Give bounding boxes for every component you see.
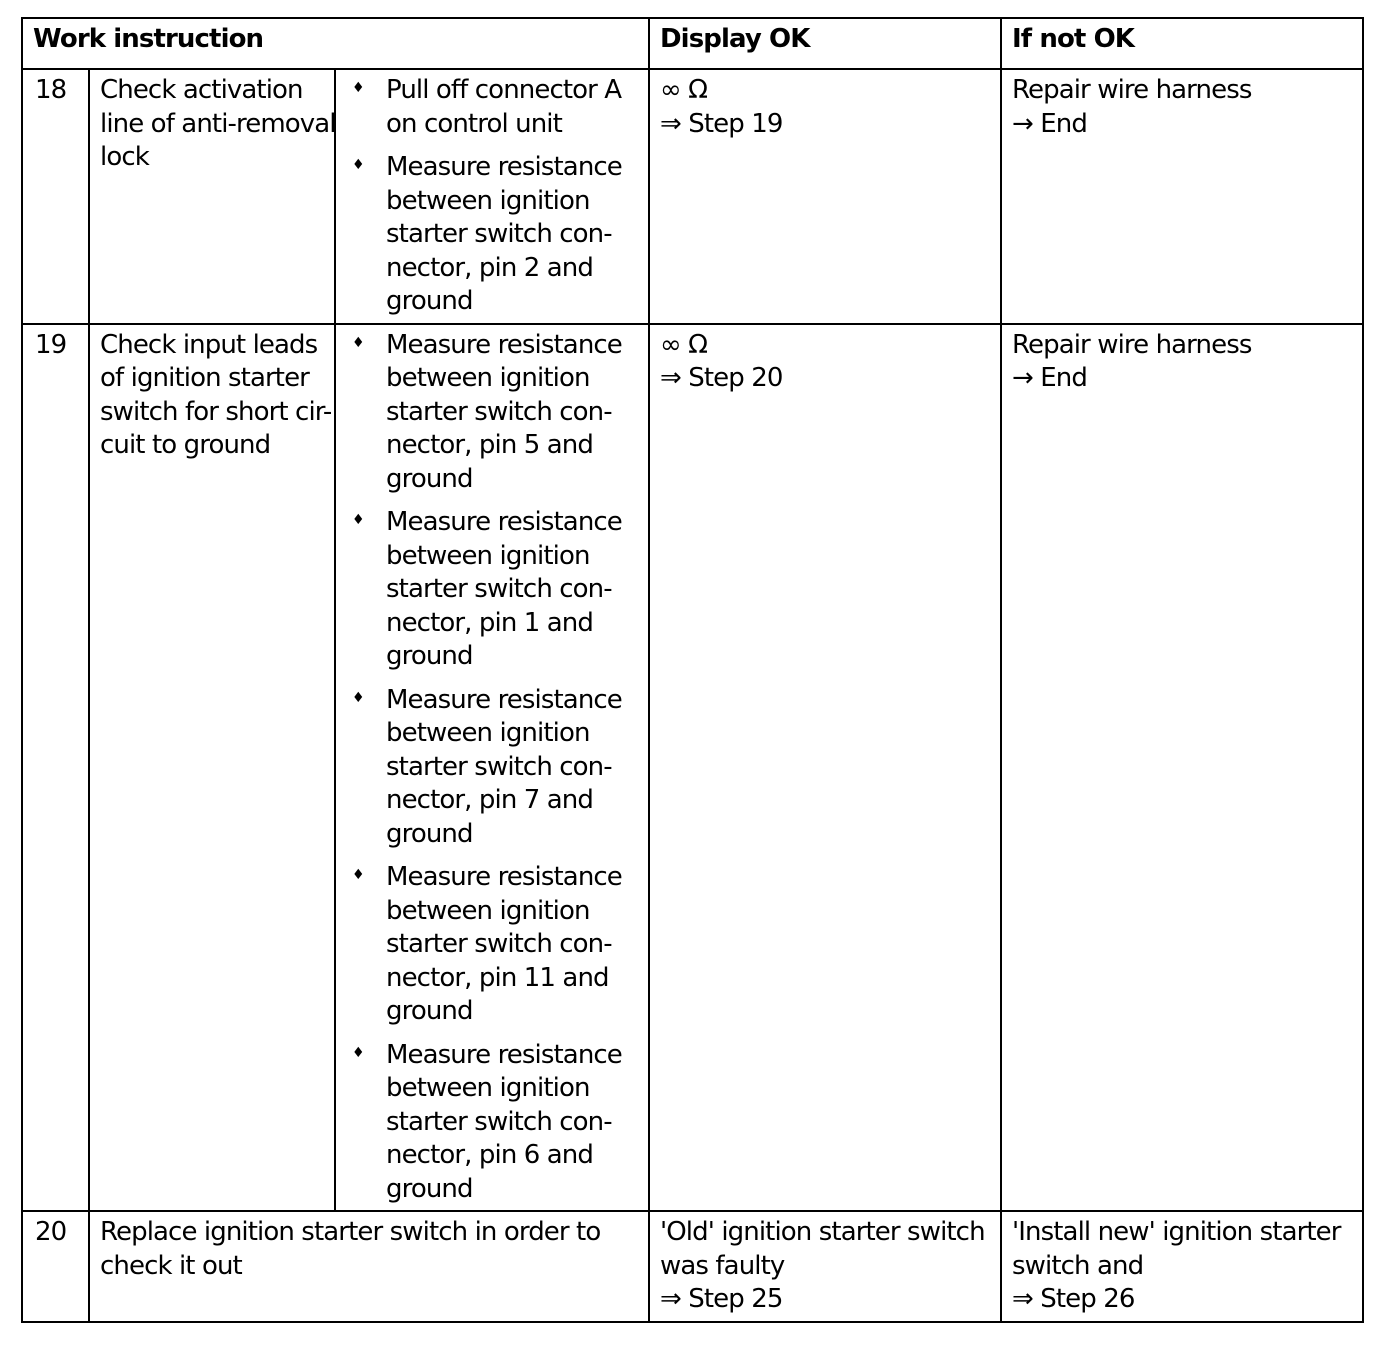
work-instruction-table — [21, 17, 1364, 1323]
table-row — [22, 1211, 1363, 1322]
step-number: 19 — [22, 324, 89, 1212]
header-if-not-ok: If not OK — [1001, 18, 1363, 69]
text-line: Measure resistance — [386, 329, 622, 360]
text-line: Replace ignition starter switch in order to — [100, 1217, 601, 1247]
table-row — [22, 324, 1363, 1212]
text-line: nector, pin 6 and — [386, 1140, 593, 1170]
text-line: between ignition — [386, 540, 590, 571]
step-number: 20 — [22, 1211, 89, 1322]
text-line: starter switch con- — [386, 929, 612, 959]
text-line: between ignition — [386, 185, 590, 216]
text-line: was faulty — [660, 1250, 785, 1281]
text-line: ground — [386, 463, 473, 494]
text-line: line of anti-removal — [100, 108, 336, 139]
diamond-bullet-icon: ♦ — [352, 157, 364, 173]
text-line: 'Install new' ignition starter — [1012, 1217, 1341, 1247]
text-line: ground — [386, 818, 473, 849]
instruction-cell — [89, 1211, 649, 1322]
text-line: starter switch con- — [386, 396, 612, 427]
list-item — [346, 1039, 640, 1207]
diamond-bullet-icon: ♦ — [352, 1044, 364, 1061]
text-line: starter switch con- — [386, 574, 612, 604]
diamond-bullet-icon: ♦ — [352, 867, 364, 883]
text-line: → End — [1012, 108, 1087, 139]
text-line: ground — [386, 1173, 473, 1204]
list-item — [346, 74, 640, 141]
list-item — [346, 329, 640, 497]
text-line: on control unit — [386, 108, 562, 139]
check-description — [89, 324, 335, 1212]
text-line: switch for short cir- — [100, 396, 332, 427]
text-line: between ignition — [386, 718, 590, 748]
action-list-cell — [335, 69, 649, 324]
text-line: ground — [386, 996, 473, 1026]
header-work-instruction: Work instruction — [22, 18, 649, 69]
display-ok-cell — [649, 1211, 1001, 1322]
action-list — [346, 74, 640, 319]
text-line: ground — [386, 286, 473, 316]
action-list — [346, 329, 640, 1207]
text-line: ∞ Ω — [660, 75, 708, 105]
text-line: 'Old' ignition starter switch — [660, 1217, 985, 1247]
text-line: between ignition — [386, 1073, 590, 1103]
text-line: Measure resistance — [386, 507, 622, 537]
text-line: Pull off connector A — [386, 75, 622, 105]
text-line: Check activation — [100, 75, 303, 105]
text-line: ground — [386, 641, 473, 671]
text-line: between ignition — [386, 363, 590, 393]
text-line: Check input leads — [100, 329, 318, 360]
text-line: starter switch con- — [386, 219, 612, 249]
list-item — [346, 151, 640, 319]
header-display-ok: Display OK — [649, 18, 1001, 69]
text-line: ⇒ Step 25 — [660, 1284, 783, 1314]
text-line: lock — [100, 142, 149, 172]
text-line: nector, pin 5 and — [386, 430, 593, 460]
text-line: Repair wire harness — [1012, 329, 1252, 360]
table-header-row — [22, 18, 1363, 69]
table-row — [22, 69, 1363, 324]
text-line: Repair wire harness — [1012, 75, 1252, 105]
if-not-ok-cell — [1001, 69, 1363, 324]
diamond-bullet-icon: ♦ — [352, 512, 364, 528]
action-list-cell — [335, 324, 649, 1212]
text-line: starter switch con- — [386, 1106, 612, 1137]
text-line: ⇒ Step 26 — [1012, 1284, 1135, 1314]
text-line: check it out — [100, 1250, 242, 1281]
list-item — [346, 684, 640, 852]
text-line: Measure resistance — [386, 152, 622, 182]
step-number: 18 — [22, 69, 89, 324]
diamond-bullet-icon: ♦ — [352, 334, 364, 351]
display-ok-cell — [649, 324, 1001, 1212]
check-description — [89, 69, 335, 324]
text-line: switch and — [1012, 1250, 1144, 1281]
display-ok-cell — [649, 69, 1001, 324]
text-line: Measure resistance — [386, 1039, 622, 1070]
text-line: → End — [1012, 363, 1087, 393]
if-not-ok-cell — [1001, 1211, 1363, 1322]
text-line: ∞ Ω — [660, 329, 708, 360]
diamond-bullet-icon: ♦ — [352, 80, 364, 96]
text-line: nector, pin 11 and — [386, 962, 609, 993]
text-line: ⇒ Step 19 — [660, 108, 783, 139]
if-not-ok-cell — [1001, 324, 1363, 1212]
text-line: cuit to ground — [100, 430, 271, 460]
diamond-bullet-icon: ♦ — [352, 689, 364, 706]
text-line: of ignition starter — [100, 363, 309, 393]
text-line: nector, pin 7 and — [386, 785, 593, 815]
text-line: Measure resistance — [386, 684, 622, 715]
text-line: between ignition — [386, 895, 590, 926]
list-item — [346, 506, 640, 674]
text-line: starter switch con- — [386, 751, 612, 782]
text-line: Measure resistance — [386, 862, 622, 892]
text-line: nector, pin 2 and — [386, 252, 593, 283]
text-line: nector, pin 1 and — [386, 607, 593, 638]
list-item — [346, 861, 640, 1029]
text-line: ⇒ Step 20 — [660, 363, 783, 393]
